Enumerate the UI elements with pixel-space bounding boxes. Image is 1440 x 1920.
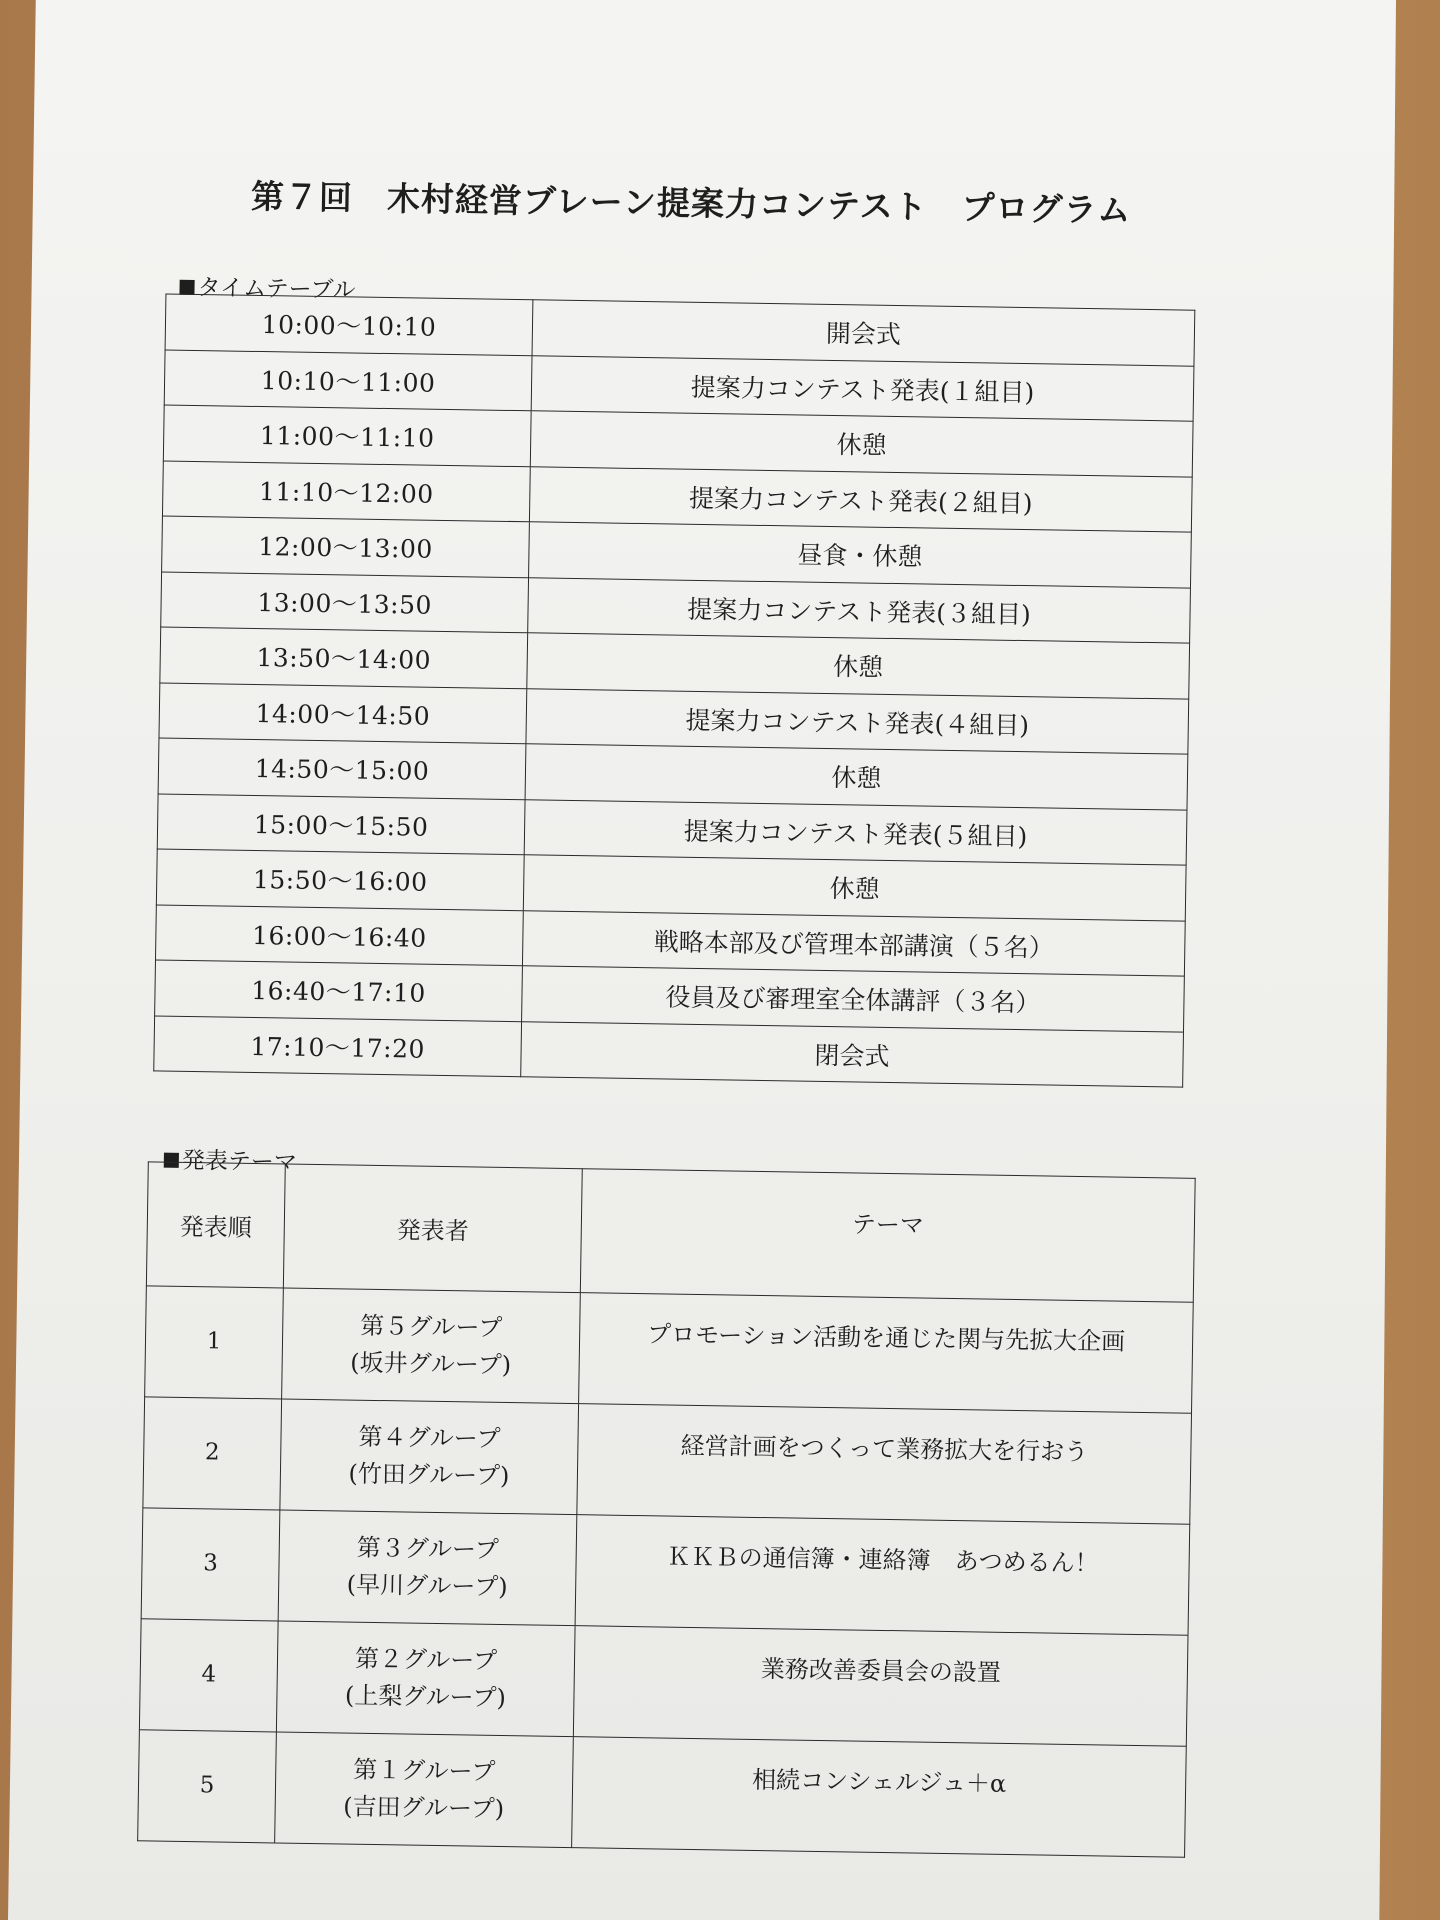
- header-presenter: 発表者: [283, 1164, 582, 1293]
- theme-cell: 経営計画をつくって業務拡大を行おう: [577, 1404, 1192, 1525]
- time-cell: 16:40～17:10: [155, 960, 523, 1021]
- event-cell: 開会式: [532, 300, 1195, 366]
- group-name: 第１グループ: [353, 1755, 496, 1786]
- time-cell: 11:10～12:00: [162, 461, 530, 522]
- table-row: [138, 1730, 1187, 1857]
- document-title: 第７回 木村経営ブレーン提案力コンテスト プログラム: [250, 176, 1132, 230]
- square-bullet-icon: [179, 280, 194, 295]
- presenter-cell: [282, 1288, 581, 1404]
- group-leader: (上梨グループ): [344, 1681, 507, 1713]
- themes-table: [137, 1161, 1196, 1857]
- event-cell: 戦略本部及び管理本部講演（５名）: [522, 910, 1185, 976]
- header-theme: テーマ: [580, 1169, 1195, 1303]
- time-cell: 16:00～16:40: [155, 904, 523, 965]
- time-cell: 11:00～11:10: [163, 405, 531, 466]
- group-leader: (竹田グループ): [348, 1459, 510, 1491]
- time-cell: 17:10～17:20: [154, 1015, 522, 1076]
- presenter-cell: [276, 1621, 575, 1737]
- table-row: [143, 1397, 1192, 1524]
- theme-cell: 業務改善委員会の設置: [573, 1626, 1188, 1747]
- event-cell: 休憩: [523, 855, 1186, 921]
- time-cell: 15:50～16:00: [156, 849, 524, 910]
- group-leader: (早川グループ): [346, 1570, 508, 1602]
- time-cell: 10:00～10:10: [165, 294, 533, 355]
- table-row: [145, 1286, 1194, 1413]
- themes-table-body: [138, 1286, 1194, 1857]
- order-cell: 1: [145, 1286, 284, 1399]
- group-leader: (吉田グループ): [343, 1792, 505, 1824]
- presenter-cell: [275, 1732, 574, 1848]
- group-name: 第５グループ: [360, 1311, 503, 1342]
- themes-table-header: [146, 1162, 1195, 1302]
- time-cell: 14:00～14:50: [159, 682, 527, 743]
- time-cell: 14:50～15:00: [158, 738, 526, 799]
- presenter-cell: [280, 1399, 579, 1515]
- event-cell: 提案力コンテスト発表(３組目): [528, 577, 1191, 643]
- theme-cell: ＫＫＢの通信簿・連絡簿 あつめるん！: [575, 1515, 1190, 1636]
- event-cell: 役員及び審理室全体講評（３名）: [522, 966, 1185, 1032]
- timetable-label-text: タイムテーブル: [197, 275, 356, 304]
- order-cell: 4: [139, 1619, 278, 1732]
- time-cell: 13:50～14:00: [160, 627, 528, 688]
- order-cell: 5: [138, 1730, 277, 1843]
- event-cell: 休憩: [525, 744, 1188, 810]
- event-cell: 提案力コンテスト発表(４組目): [526, 688, 1189, 754]
- group-name: 第４グループ: [358, 1422, 501, 1453]
- event-cell: 昼食・休憩: [529, 522, 1192, 588]
- theme-cell: プロモーション活動を通じた関与先拡大企画: [579, 1293, 1194, 1414]
- theme-cell: 相続コンシェルジュ＋α: [572, 1737, 1187, 1858]
- themes-label-text: 発表テーマ: [181, 1147, 298, 1176]
- group-leader: (坂井グループ): [350, 1348, 512, 1380]
- time-cell: 12:00～13:00: [162, 516, 530, 577]
- event-cell: 提案力コンテスト発表(２組目): [529, 466, 1192, 532]
- event-cell: 提案力コンテスト発表(５組目): [524, 799, 1187, 865]
- group-name: 第２グループ: [354, 1644, 498, 1675]
- table-row: [139, 1619, 1188, 1746]
- order-cell: 2: [143, 1397, 282, 1510]
- event-cell: 提案力コンテスト発表(１組目): [531, 355, 1194, 421]
- header-order: 発表順: [146, 1162, 285, 1288]
- event-cell: 休憩: [530, 411, 1193, 477]
- group-name: 第３グループ: [356, 1533, 500, 1564]
- table-row: [141, 1508, 1190, 1635]
- time-cell: 13:00～13:50: [161, 572, 529, 633]
- time-cell: 15:00～15:50: [157, 793, 525, 854]
- order-cell: 3: [141, 1508, 280, 1621]
- presenter-cell: [278, 1510, 577, 1626]
- timetable: [153, 294, 1195, 1088]
- time-cell: 10:10～11:00: [164, 350, 532, 411]
- timetable-body: [154, 294, 1195, 1087]
- header-row: [146, 1162, 1195, 1302]
- event-cell: 閉会式: [521, 1021, 1184, 1087]
- event-cell: 休憩: [527, 633, 1190, 699]
